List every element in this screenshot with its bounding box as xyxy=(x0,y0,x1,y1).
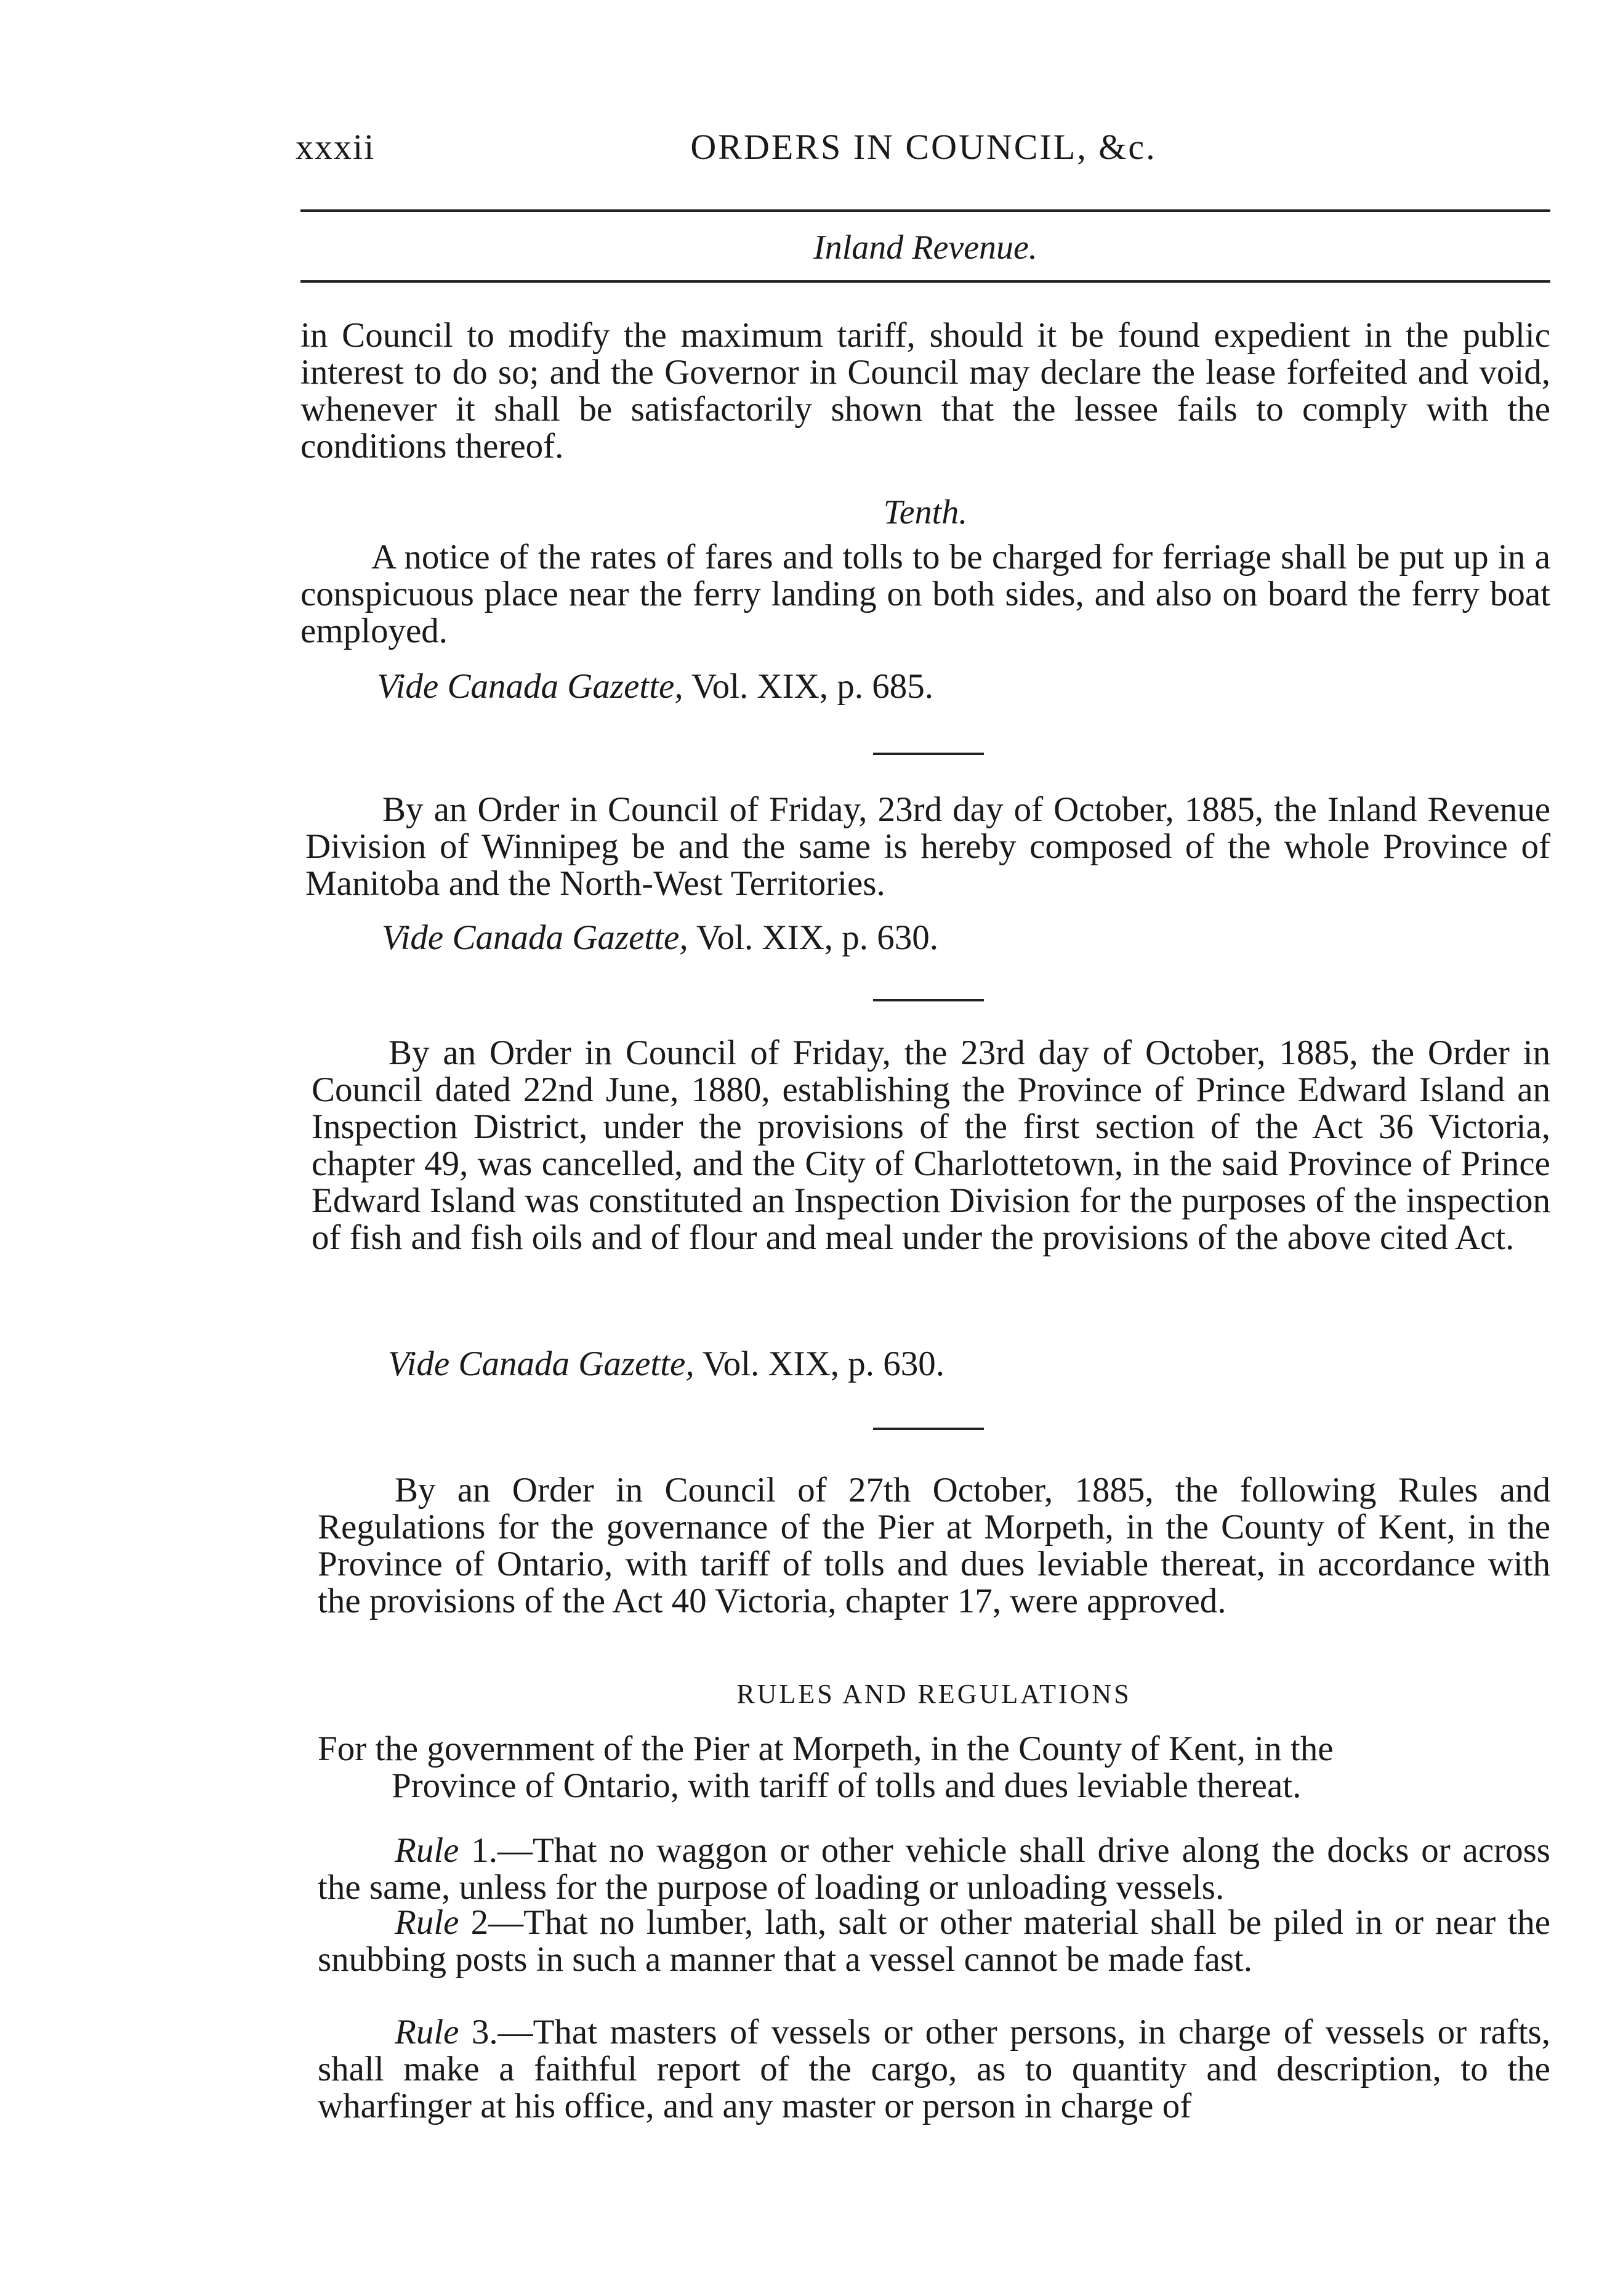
reference-3-vide: Vide Canada Gazette, xyxy=(388,1344,695,1383)
paragraph-3: By an Order in Council of Friday, 23rd day of October, 1885, the Inland Revenue Division of Winnipeg be and the same is hereby composed of the whole Province of Manitoba and the North-West Territories. xyxy=(305,790,1550,903)
paragraph-5: By an Order in Council of 27th October, 1885, the following Rules and Regulations for the governance of the Pier at Morpeth, in the County of Kent, in the Province of Ontario, with tariff of tolls and dues leviable thereat, in accordance with the provisions of the Act 40 Victoria, chapter 17, were approved. xyxy=(318,1471,1550,1620)
rule-2 xyxy=(318,1904,1550,1978)
reference-2 xyxy=(382,920,938,956)
rules-heading: RULES AND REGULATIONS xyxy=(736,1679,1132,1709)
reference-3 xyxy=(388,1346,944,1383)
rule-1-label: Rule xyxy=(395,1831,459,1870)
reference-1 xyxy=(377,668,933,705)
rule-3-text: 3.—That masters of vessels or other persons, in charge of vessels or rafts, shall make a faithful report of the cargo, as to quantity and description, to the wharfinger at his office, and any master or person in charge of xyxy=(318,2013,1550,2125)
reference-2-rest: Vol. XIX, p. 630. xyxy=(688,918,939,957)
header-rule-bottom xyxy=(300,280,1550,283)
reference-3-rest: Vol. XIX, p. 630. xyxy=(694,1344,945,1383)
separator-3 xyxy=(873,1428,984,1430)
header-rule-top xyxy=(300,209,1550,212)
paragraph-4: By an Order in Council of Friday, the 23rd day of October, 1885, the Order in Council dated 22nd June, 1880, establishing the Province of Prince Edward Island an Inspection District, under the provisions of the first section of the Act 36 Victoria, chapter 49, was cancelled, and the City of Charlottetown, in the said Province of Prince Edward Island was constituted an Inspection Division for the purposes of the inspection of fish and fish oils and of flour and meal under the provisions of the above cited Act. xyxy=(312,1033,1550,1257)
rule-3 xyxy=(318,2014,1550,2125)
reference-1-rest: Vol. XIX, p. 685. xyxy=(683,667,934,706)
rule-2-label: Rule xyxy=(395,1903,459,1942)
rule-2-text: 2—That no lumber, lath, salt or other material shall be piled in or near the snubbing posts in such a manner that a vessel cannot be made fast. xyxy=(318,1903,1550,1979)
rule-1 xyxy=(318,1832,1550,1906)
paragraph-2: A notice of the rates of fares and tolls to be charged for ferriage shall be put up in a conspicuous place near the ferry landing on both sides, and also on board the ferry boat employed. xyxy=(300,538,1550,650)
paragraph-1: in Council to modify the maximum tariff, should it be found expedient in the public interest to do so; and the Governor in Council may declare the lease forfeited and void, whenever it shall be satisfactorily shown that the lessee fails to comply with the conditions thereof. xyxy=(300,316,1550,466)
rule-1-text: 1.—That no waggon or other vehicle shall drive along the docks or across the same, unless for the purpose of loading or unloading vessels. xyxy=(318,1831,1550,1907)
separator-1 xyxy=(873,753,984,755)
rules-intro-line-1: For the government of the Pier at Morpeth, in the County of Kent, in the xyxy=(318,1729,1334,1768)
separator-2 xyxy=(873,999,984,1001)
running-title: ORDERS IN COUNCIL, &c. xyxy=(690,127,1157,167)
page-number: xxxii xyxy=(296,127,376,167)
reference-2-vide: Vide Canada Gazette, xyxy=(382,918,688,957)
rules-intro-line-2: Province of Ontario, with tariff of tolls and dues leviable thereat. xyxy=(392,1766,1302,1805)
tenth-heading: Tenth. xyxy=(883,493,968,532)
reference-1-vide: Vide Canada Gazette, xyxy=(377,667,683,706)
rule-3-label: Rule xyxy=(395,2013,459,2051)
page-header xyxy=(296,126,1552,182)
section-title: Inland Revenue. xyxy=(813,228,1037,267)
